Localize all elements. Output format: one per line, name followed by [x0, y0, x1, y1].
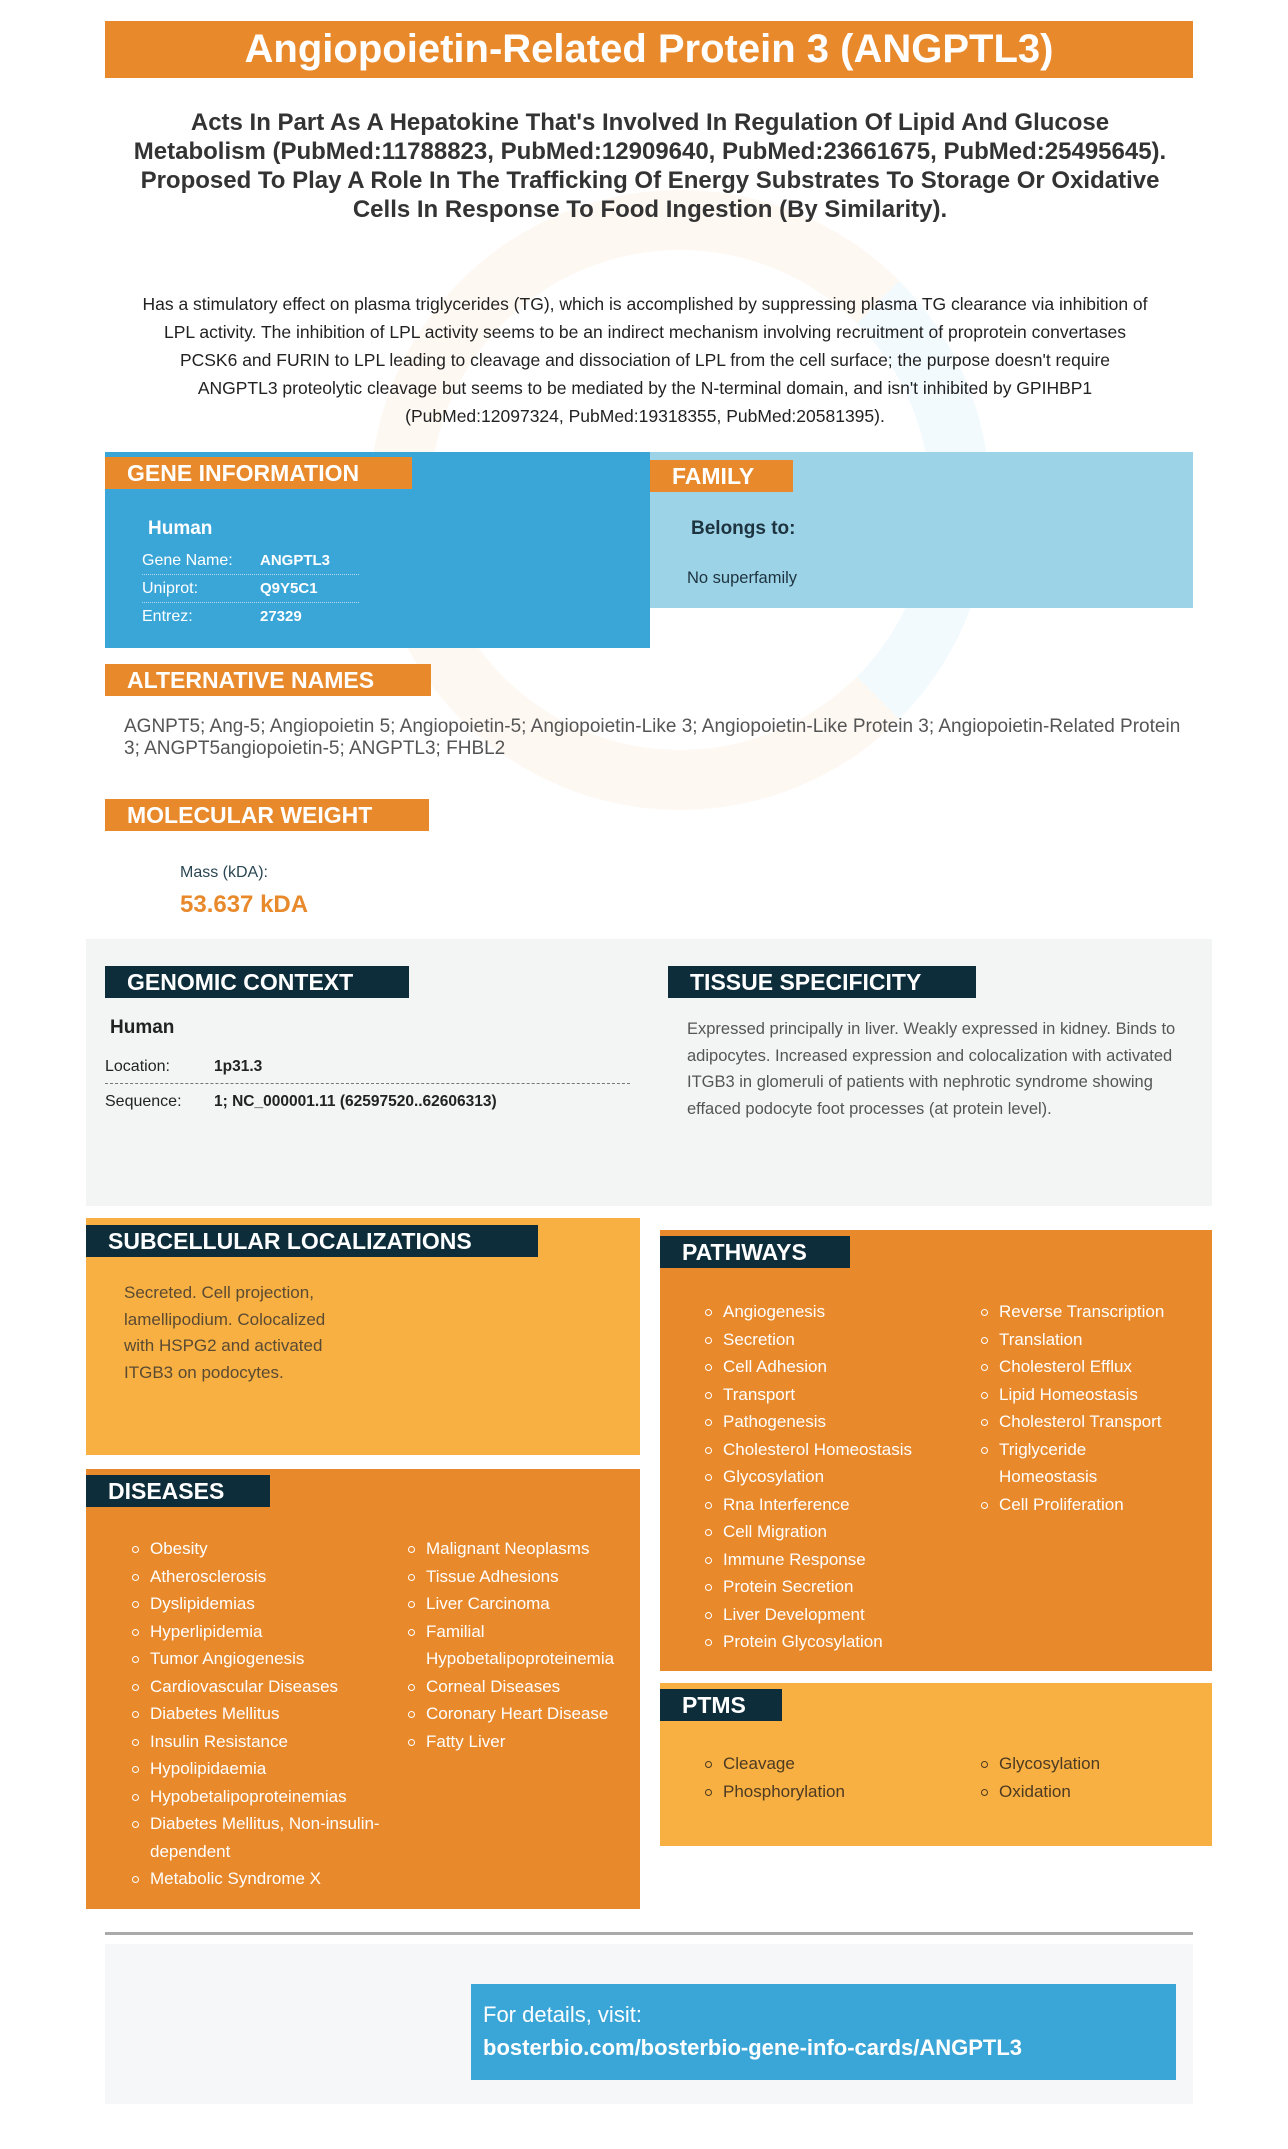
- gene-row-value: 27329: [260, 608, 302, 625]
- family-heading: FAMILY: [650, 460, 793, 492]
- details-link-intro: For details, visit:: [483, 2002, 642, 2027]
- list-item: Obesity: [130, 1535, 380, 1563]
- list-item: Metabolic Syndrome X: [130, 1865, 380, 1893]
- list-item: Familial Hypobetalipoproteinemia: [406, 1618, 640, 1673]
- tissue-specificity-heading: TISSUE SPECIFICITY: [668, 966, 976, 998]
- footer-divider: [105, 1932, 1193, 1935]
- list-item: Cardiovascular Diseases: [130, 1673, 380, 1701]
- gene-species: Human: [148, 518, 213, 539]
- list-item: Protein Secretion: [703, 1573, 973, 1601]
- list-item: Tissue Adhesions: [406, 1563, 640, 1591]
- genomic-sequence-label: Sequence:: [105, 1093, 182, 1110]
- list-item: Liver Carcinoma: [406, 1590, 640, 1618]
- gene-info-table: [142, 547, 359, 631]
- ptms-heading: PTMS: [660, 1689, 782, 1721]
- details-link-url[interactable]: bosterbio.com/bosterbio-gene-info-cards/ANGPTL3: [483, 2035, 1023, 2060]
- tissue-specificity-text: Expressed principally in liver. Weakly expressed in kidney. Binds to adipocytes. Increased expression and colocalization with activated ITGB3 in glomeruli of patients with nephrotic syndrome showing effaced podocyte foot processes (at protein level).: [687, 1020, 1176, 1118]
- list-item: Secretion: [703, 1326, 973, 1354]
- list-item: Oxidation: [979, 1778, 1209, 1806]
- list-item: Transport: [703, 1381, 973, 1409]
- diseases-list-col2: [406, 1535, 640, 1755]
- gene-row-label: Uniprot:: [142, 580, 199, 597]
- mass-label: Mass (kDA):: [180, 864, 268, 881]
- subcellular-text: Secreted. Cell projection, lamellipodium. Colocalized with HSPG2 and activated ITGB3 on podocytes.: [124, 1283, 326, 1382]
- list-item: Cell Proliferation: [979, 1491, 1209, 1519]
- list-item: Dyslipidemias: [130, 1590, 380, 1618]
- genomic-species: Human: [110, 1017, 175, 1038]
- list-item: Corneal Diseases: [406, 1673, 640, 1701]
- family-belongs-label: Belongs to:: [691, 518, 796, 539]
- genomic-location-label: Location:: [105, 1058, 170, 1075]
- list-item: Hypobetalipoproteinemias: [130, 1783, 380, 1811]
- diseases-heading: DISEASES: [86, 1475, 270, 1507]
- list-item: Coronary Heart Disease: [406, 1700, 640, 1728]
- pathways-heading: PATHWAYS: [660, 1236, 850, 1268]
- details-link-box[interactable]: [471, 1984, 1176, 2080]
- list-item: Protein Glycosylation: [703, 1628, 973, 1656]
- genomic-sequence-value: 1; NC_000001.11 (62597520..62606313): [214, 1093, 497, 1110]
- list-item: Diabetes Mellitus, Non-insulin-dependent: [130, 1810, 380, 1865]
- list-item: Lipid Homeostasis: [979, 1381, 1209, 1409]
- list-item: Glycosylation: [979, 1750, 1209, 1778]
- gene-row-label: Entrez:: [142, 608, 193, 625]
- list-item: Atherosclerosis: [130, 1563, 380, 1591]
- gene-row-name: [142, 547, 359, 575]
- list-item: Cholesterol Efflux: [979, 1353, 1209, 1381]
- list-item: Liver Development: [703, 1601, 973, 1629]
- list-item: Cholesterol Homeostasis: [703, 1436, 973, 1464]
- list-item: Fatty Liver: [406, 1728, 640, 1756]
- list-item: Hyperlipidemia: [130, 1618, 380, 1646]
- genomic-location-row: [105, 1049, 630, 1084]
- list-item: Angiogenesis: [703, 1298, 973, 1326]
- list-item: Diabetes Mellitus: [130, 1700, 380, 1728]
- list-item: Malignant Neoplasms: [406, 1535, 640, 1563]
- list-item: Pathogenesis: [703, 1408, 973, 1436]
- list-item: Cleavage: [703, 1750, 973, 1778]
- page-title: Angiopoietin-Related Protein 3 (ANGPTL3): [105, 21, 1193, 78]
- pathways-list-col2: [979, 1298, 1209, 1518]
- genomic-context-heading: GENOMIC CONTEXT: [105, 966, 409, 998]
- ptms-list-col2: [979, 1750, 1209, 1805]
- genomic-sequence-row: [105, 1084, 630, 1119]
- gene-row-entrez: [142, 603, 359, 631]
- gene-row-value: Q9Y5C1: [260, 580, 318, 597]
- list-item: Cell Migration: [703, 1518, 973, 1546]
- pathways-list-col1: [703, 1298, 973, 1656]
- gene-information-heading: GENE INFORMATION: [105, 457, 412, 489]
- list-item: Hypolipidaemia: [130, 1755, 380, 1783]
- list-item: Translation: [979, 1326, 1209, 1354]
- list-item: Phosphorylation: [703, 1778, 973, 1806]
- list-item: Tumor Angiogenesis: [130, 1645, 380, 1673]
- gene-row-value: ANGPTL3: [260, 552, 331, 569]
- list-item: Cholesterol Transport: [979, 1408, 1209, 1436]
- function-summary: Has a stimulatory effect on plasma triglycerides (TG), which is accomplished by suppressing plasma TG clearance via inhibition of LPL activity. The inhibition of LPL activity seems to be an indirect mechanism involving recruitment of proprotein convertases PCSK6 and FURIN to LPL leading to cleavage and dissociation of LPL from the cell surface; the purpose doesn't require ANGPTL3 proteolytic cleavage but seems to be mediated by the N-terminal domain, and isn't inhibited by GPIHBP1 (PubMed:12097324, PubMed:19318355, PubMed:20581395).: [142, 294, 1148, 426]
- list-item: Reverse Transcription: [979, 1298, 1209, 1326]
- gene-row-uniprot: [142, 575, 359, 603]
- gene-row-label: Gene Name:: [142, 552, 233, 569]
- subcellular-heading: SUBCELLULAR LOCALIZATIONS: [86, 1225, 538, 1257]
- molecular-weight-heading: MOLECULAR WEIGHT: [105, 799, 429, 831]
- mass-value: 53.637 kDA: [180, 891, 309, 918]
- list-item: Glycosylation: [703, 1463, 973, 1491]
- list-item: Triglyceride Homeostasis: [979, 1436, 1129, 1491]
- list-item: Immune Response: [703, 1546, 973, 1574]
- alternative-names-text: AGNPT5; Ang-5; Angiopoietin 5; Angiopoietin-5; Angiopoietin-Like 3; Angiopoietin-Like Protein 3; Angiopoietin-Related Protein 3; ANGPT5angiopoietin-5; ANGPTL3; FHBL2: [124, 716, 1181, 759]
- family-value: No superfamily: [687, 569, 798, 587]
- list-item: Cell Adhesion: [703, 1353, 973, 1381]
- page-subtitle: Acts In Part As A Hepatokine That's Involved In Regulation Of Lipid And Glucose Metabolism (PubMed:11788823, PubMed:12909640, PubMed:23661675, PubMed:25495645). Proposed To Play A Role In The Trafficking Of Energy Substrates To Storage Or Oxidative Cells In Response To Food Ingestion (By Similarity).: [133, 109, 1167, 223]
- alternative-names-heading: ALTERNATIVE NAMES: [105, 664, 431, 696]
- list-item: Rna Interference: [703, 1491, 973, 1519]
- diseases-list-col1: [130, 1535, 380, 1893]
- list-item: Insulin Resistance: [130, 1728, 380, 1756]
- ptms-list-col1: [703, 1750, 973, 1805]
- genomic-location-value: 1p31.3: [214, 1058, 263, 1075]
